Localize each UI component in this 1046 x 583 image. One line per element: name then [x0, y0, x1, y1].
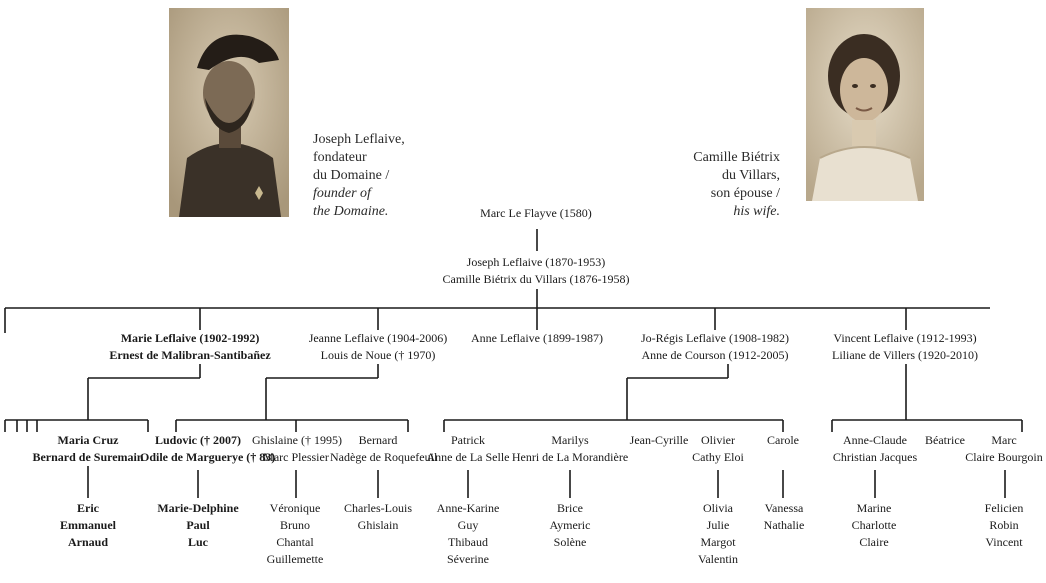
- founder-caption-line1: Joseph Leflaive,: [313, 132, 405, 147]
- grandchild-maria-name: Maria Cruz: [57, 433, 119, 447]
- greatgrandchild-name: Olivia: [703, 501, 733, 515]
- grandchild-carole-name: Carole: [767, 433, 799, 447]
- grandchild-ludovic-spouse: Odile de Margueryе († 83): [140, 450, 276, 464]
- grandchild-ghislaine-spouse: Marc Plessier: [263, 450, 329, 464]
- greatgrandchild-name: Séverine: [447, 552, 489, 566]
- founder-caption-line5: the Domaine.: [313, 204, 389, 219]
- grandchild-marc-node: [962, 432, 1046, 466]
- greatgrandchild-name: Felicien: [984, 501, 1024, 515]
- greatgrandchild-name: Eric: [77, 501, 99, 515]
- founder-caption-line3: du Domaine /: [313, 168, 390, 183]
- grandchild-ghislaine-name: Ghislaine († 1995): [252, 433, 342, 447]
- grandchild-maria-node: [28, 432, 148, 466]
- ancestor-name: Marc Le Flayve (1580): [480, 206, 592, 220]
- greatgrandchild-name: Guy: [457, 518, 479, 532]
- greatgrandchildren-ghislaine-list: [250, 500, 340, 568]
- greatgrandchild-name: Solène: [553, 535, 587, 549]
- child-jeanne-node: [298, 330, 458, 364]
- grandchild-maria-spouse: Bernard de Suremain: [32, 450, 144, 464]
- child-marie-name: Marie Leflaive (1902-1992): [120, 331, 260, 345]
- child-joregis-node: [630, 330, 800, 364]
- greatgrandchild-name: Brice: [557, 501, 583, 515]
- grandchild-ludovic-node: [140, 432, 276, 466]
- grandchild-bernard-node: [330, 432, 438, 466]
- grandchild-marilys-node: [510, 432, 630, 466]
- grandchild-olivier-name: Olivier: [701, 433, 735, 447]
- greatgrandchild-name: Marie-Delphine: [157, 501, 239, 515]
- grandchild-marc-name: Marc: [991, 433, 1017, 447]
- greatgrandchild-name: Margot: [700, 535, 736, 549]
- greatgrandchild-name: Emmanuel: [59, 518, 116, 532]
- greatgrandchild-name: Charlotte: [851, 518, 897, 532]
- greatgrandchild-name: Anne-Karine: [436, 501, 500, 515]
- greatgrandchild-name: Véronique: [269, 501, 321, 515]
- wife-caption-line2: du Villars,: [721, 168, 780, 183]
- grandchild-olivier-spouse: Cathy Eloi: [692, 450, 744, 464]
- greatgrandchild-name: Vincent: [985, 535, 1023, 549]
- child-anne-node: [462, 330, 612, 347]
- wife-caption-line4: his wife.: [733, 204, 780, 219]
- grandchild-ludovic-name: Ludovic († 2007): [154, 433, 241, 447]
- greatgrandchild-name: Charles-Louis: [344, 501, 412, 515]
- grandchild-anneclaude-name: Anne-Claude: [843, 433, 907, 447]
- greatgrandchildren-carole-list: [756, 500, 812, 534]
- child-anne-name: Anne Leflaive (1899-1987): [471, 331, 603, 345]
- greatgrandchild-name: Valentin: [698, 552, 738, 566]
- greatgrandchild-name: Chantal: [276, 535, 314, 549]
- grandchild-patrick-spouse: Anne de La Selle: [426, 450, 510, 464]
- greatgrandchild-name: Paul: [186, 518, 210, 532]
- root-wife: Camille Biétrix du Villars (1876-1958): [442, 272, 630, 286]
- greatgrandchildren-olivier-list: [688, 500, 748, 568]
- greatgrandchildren-bernard-list: [336, 500, 420, 534]
- child-marie-node: [105, 330, 275, 364]
- ancestor-node: [456, 205, 616, 222]
- grandchild-bernard-name: Bernard: [358, 433, 398, 447]
- greatgrandchild-name: Aymeric: [549, 518, 591, 532]
- greatgrandchild-name: Marine: [856, 501, 892, 515]
- child-marie-spouse: Ernest de Malibran-Santibañez: [109, 348, 271, 362]
- child-jeanne-spouse: Louis de Noue († 1970): [320, 348, 436, 362]
- greatgrandchild-name: Guillemette: [266, 552, 324, 566]
- grandchild-jeancyrille-node: [626, 432, 692, 449]
- root-couple-node: [426, 254, 646, 288]
- grandchild-bernard-spouse: Nadège de Roquefeuil: [330, 450, 438, 464]
- greatgrandchild-name: Vanessa: [764, 501, 804, 515]
- greatgrandchildren-patrick-list: [428, 500, 508, 568]
- grandchild-jeancyrille-name: Jean-Cyrille: [629, 433, 689, 447]
- greatgrandchildren-marilys-list: [530, 500, 610, 551]
- grandchild-marilys-spouse: Henri de La Morandière: [511, 450, 629, 464]
- grandchild-ghislaine-node: [252, 432, 340, 466]
- greatgrandchild-name: Claire: [859, 535, 889, 549]
- grandchild-olivier-node: [688, 432, 748, 466]
- grandchild-anneclaude-node: [826, 432, 924, 466]
- greatgrandchild-name: Thibaud: [448, 535, 488, 549]
- grandchild-carole-node: [758, 432, 808, 449]
- wife-caption: [688, 149, 780, 221]
- root-husband: Joseph Leflaive (1870-1953): [466, 255, 606, 269]
- child-joregis-spouse: Anne de Courson (1912-2005): [641, 348, 789, 362]
- child-vincent-node: [820, 330, 990, 364]
- greatgrandchild-name: Arnaud: [67, 535, 108, 549]
- grandchild-marilys-name: Marilys: [551, 433, 589, 447]
- greatgrandchildren-ludovic-list: [148, 500, 248, 551]
- wife-portrait-photo: [806, 8, 924, 201]
- greatgrandchildren-maria-list: [48, 500, 128, 551]
- founder-caption: [313, 131, 405, 221]
- greatgrandchild-name: Ghislain: [357, 518, 399, 532]
- greatgrandchild-name: Robin: [989, 518, 1019, 532]
- greatgrandchildren-marc-list: [968, 500, 1040, 551]
- wife-caption-line1: Camille Biétrix: [693, 150, 780, 165]
- child-joregis-name: Jo-Régis Leflaive (1908-1982): [641, 331, 789, 345]
- grandchild-anneclaude-spouse: Christian Jacques: [832, 450, 918, 464]
- greatgrandchildren-anneclaude-list: [836, 500, 912, 551]
- founder-caption-line2: fondateur: [313, 150, 367, 165]
- founder-portrait-photo: [169, 8, 289, 217]
- greatgrandchild-name: Julie: [706, 518, 730, 532]
- grandchild-marc-spouse: Claire Bourgoin: [965, 450, 1043, 464]
- grandchild-patrick-node: [422, 432, 514, 466]
- child-vincent-name: Vincent Leflaive (1912-1993): [833, 331, 977, 345]
- child-vincent-spouse: Liliane de Villers (1920-2010): [831, 348, 979, 362]
- founder-caption-line4: founder of: [313, 186, 371, 201]
- greatgrandchild-name: Bruno: [280, 518, 310, 532]
- wife-caption-line3: son épouse /: [710, 186, 780, 201]
- greatgrandchild-name: Luc: [187, 535, 208, 549]
- greatgrandchild-name: Nathalie: [763, 518, 805, 532]
- grandchild-patrick-name: Patrick: [451, 433, 485, 447]
- child-jeanne-name: Jeanne Leflaive (1904-2006): [308, 331, 448, 345]
- grandchild-beatrice-name: Béatrice: [925, 433, 965, 447]
